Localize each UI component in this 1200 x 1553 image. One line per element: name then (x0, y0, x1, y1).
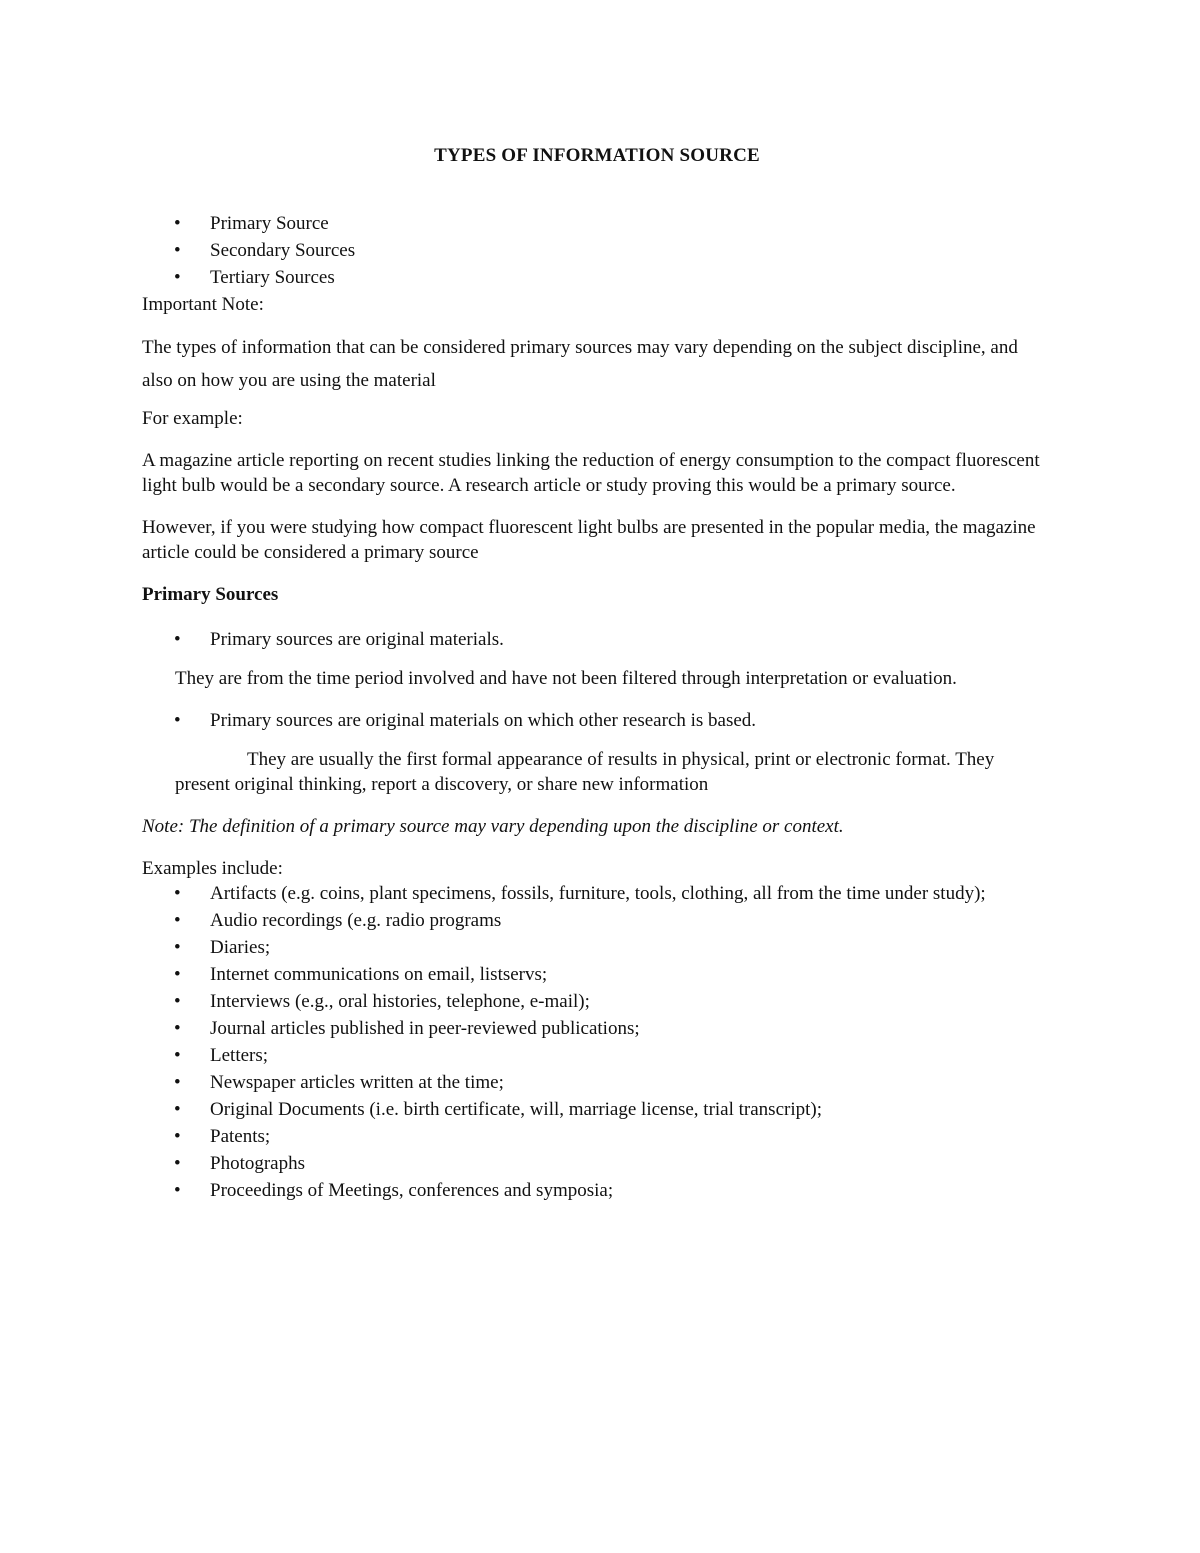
bullet-icon: • (174, 964, 181, 985)
document-title: TYPES OF INFORMATION SOURCE (434, 145, 760, 166)
bullet-icon: • (174, 1126, 181, 1147)
bullet-icon: • (174, 910, 181, 931)
list-item (142, 1178, 1052, 1203)
bullet-icon: • (174, 1180, 181, 1201)
primary-point-list-1 (142, 627, 1052, 652)
bullet-icon: • (174, 937, 181, 958)
bullet-icon: • (174, 1072, 181, 1093)
list-item-text: Photographs (210, 1153, 305, 1174)
list-item (142, 265, 1052, 290)
bullet-icon: • (174, 240, 181, 261)
examples-label: Examples include: (142, 858, 283, 879)
list-item-text: Interviews (e.g., oral histories, telephone, e-mail); (210, 991, 590, 1012)
list-item (142, 881, 1052, 906)
bullet-icon: • (174, 991, 181, 1012)
list-item-text: Tertiary Sources (210, 267, 335, 288)
document-content (142, 143, 1052, 1205)
list-item-text: Proceedings of Meetings, conferences and symposia; (210, 1180, 614, 1201)
bullet-icon: • (174, 1099, 181, 1120)
primary-point-list-2 (142, 708, 1052, 733)
list-item (142, 1070, 1052, 1095)
list-item (142, 1016, 1052, 1041)
list-item-text: Original Documents (i.e. birth certificate, will, marriage license, trial transcript); (210, 1099, 822, 1120)
primary-sources-heading: Primary Sources (142, 584, 279, 605)
definition-note: Note: The definition of a primary source may vary depending upon the discipline or context. (142, 816, 844, 837)
bullet-icon: • (174, 213, 181, 234)
bullet-icon: • (174, 710, 181, 731)
list-item-text: Primary sources are original materials. (210, 629, 504, 650)
list-item (142, 1043, 1052, 1068)
bullet-icon: • (174, 883, 181, 904)
list-item (142, 989, 1052, 1014)
example-label: For example: (142, 408, 243, 429)
bullet-icon: • (174, 1045, 181, 1066)
bullet-icon: • (174, 267, 181, 288)
list-item-text: Diaries; (210, 937, 271, 958)
list-item-text: Journal articles published in peer-reviewed publications; (210, 1018, 640, 1039)
list-item-text: Internet communications on email, listservs; (210, 964, 548, 985)
list-item (142, 1097, 1052, 1122)
examples-list (142, 881, 1052, 1203)
list-item-text: Primary sources are original materials on which other research is based. (210, 710, 757, 731)
point-1-detail: They are from the time period involved and have not been filtered through interpretation or evaluation. (175, 668, 957, 689)
list-item-text: Patents; (210, 1126, 271, 1147)
list-item (142, 1124, 1052, 1149)
list-item-text: Primary Source (210, 213, 329, 234)
list-item-text: Audio recordings (e.g. radio programs (210, 910, 502, 931)
point-2-detail: They are usually the first formal appearance of results in physical, print or electronic format. They present original thinking, report a discovery, or share new information (175, 749, 995, 795)
list-item (142, 962, 1052, 987)
bullet-icon: • (174, 1018, 181, 1039)
list-item (142, 238, 1052, 263)
list-item (142, 708, 1052, 733)
example-paragraph-1: A magazine article reporting on recent studies linking the reduction of energy consumption to the compact fluorescent light bulb would be a secondary source. A research article or study proving this would be a primary source. (142, 450, 1040, 496)
bullet-icon: • (174, 629, 181, 650)
source-types-list (142, 211, 1052, 290)
list-item (142, 1151, 1052, 1176)
list-item-text: Letters; (210, 1045, 269, 1066)
list-item (142, 908, 1052, 933)
list-item-text: Artifacts (e.g. coins, plant specimens, fossils, furniture, tools, clothing, all from the time under study); (210, 883, 986, 904)
list-item-text: Secondary Sources (210, 240, 356, 261)
list-item (142, 211, 1052, 236)
important-note-label: Important Note: (142, 294, 264, 315)
example-paragraph-2: However, if you were studying how compact fluorescent light bulbs are presented in the popular media, the magazine article could be considered a primary source (142, 517, 1036, 563)
list-item (142, 627, 1052, 652)
bullet-icon: • (174, 1153, 181, 1174)
list-item (142, 935, 1052, 960)
list-item-text: Newspaper articles written at the time; (210, 1072, 504, 1093)
note-paragraph: The types of information that can be considered primary sources may vary depending on the subject discipline, and also on how you are using the material (142, 337, 1018, 391)
